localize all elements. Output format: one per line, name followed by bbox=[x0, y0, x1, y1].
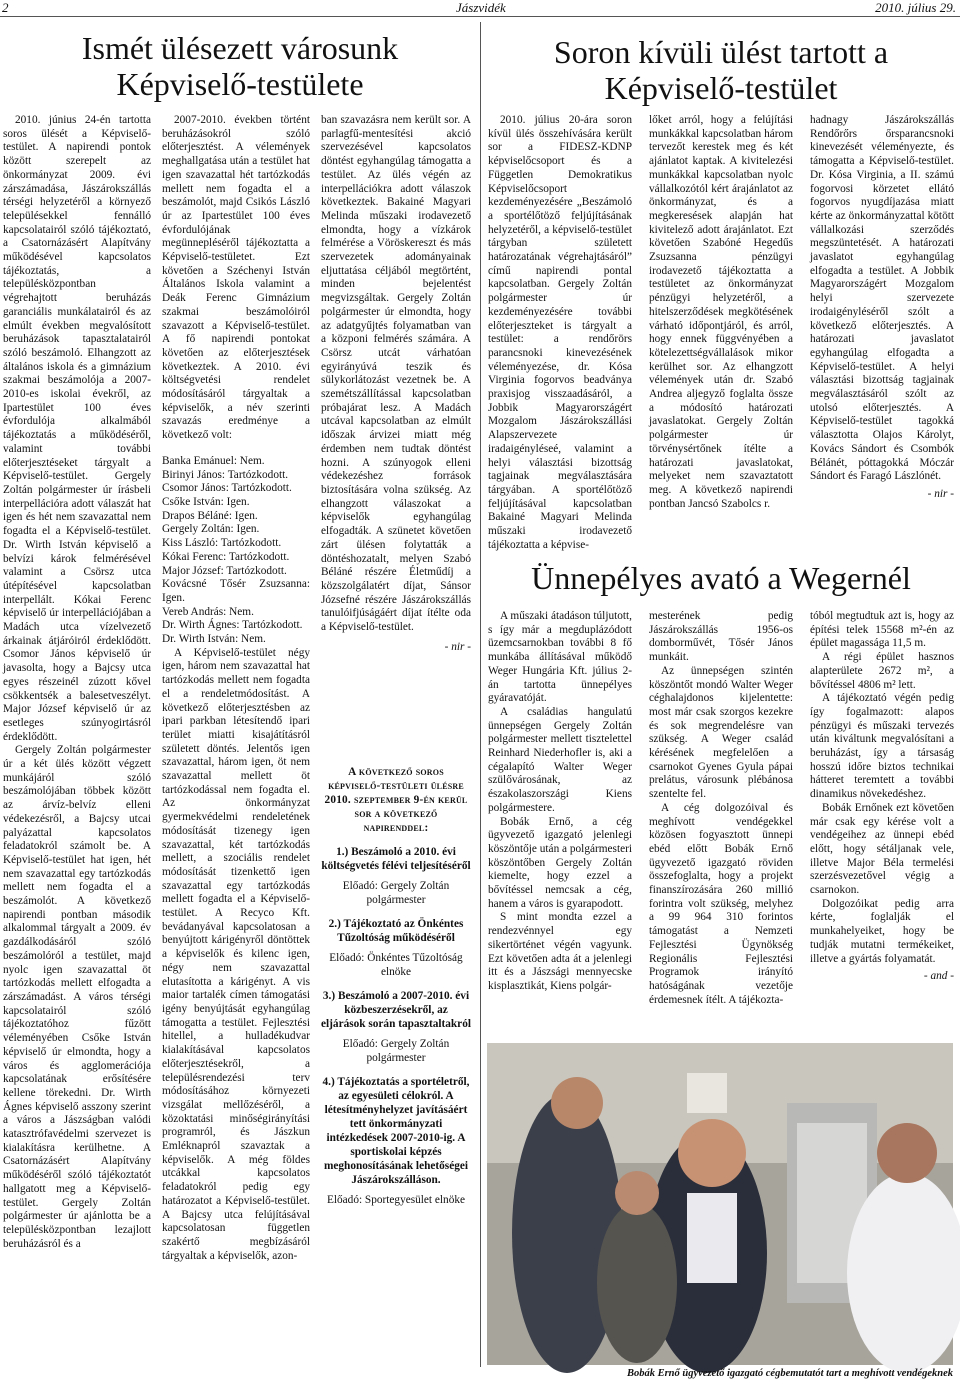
paragraph: A cég dolgozóival és meghívott vendégekkel közösen fogyasztott ünnepi ebéd előtt Bobák Ernő ügyvezető igazgató röviden összefoglalta, hogy a projekt finanszírozására 260 millió forintra volt szükség, melyhez a 99 964 310 forintos támogatást a Nemzeti Fejlesztési Ügynökség Regionális Fejlesztési Programok irányító hatóságának vezetője érdemesnek ítélt. A tájékozta- bbox=[649, 801, 793, 1006]
agenda-presenter: Előadó: Önkéntes Tűzoltóság elnöke bbox=[329, 952, 463, 978]
vote-item: Kovácsné Tősér Zsuzsanna: Igen. bbox=[162, 578, 310, 604]
article2-column-2 bbox=[649, 114, 793, 544]
article1-column-3 bbox=[321, 114, 471, 744]
article2-title: Soron kívüli ülést tartott a Képviselő-testület bbox=[553, 34, 889, 106]
paragraph: mesterének pedig Jászárokszállás 1956-os domborművét, Tősér János munkáit. bbox=[649, 610, 793, 664]
paragraph: tóból megtudtuk azt is, hogy az építési telek 15568 m²-én az épület magassága 11,5 m. bbox=[810, 610, 954, 650]
paragraph: Dolgozóikat pedig arra kérte, foglalják el munkahelyeiket, hogy be tudják mutatni termékeiket, illetve a gyártás folyamatát. bbox=[810, 897, 954, 965]
article3-signature: - and - bbox=[923, 970, 954, 983]
paragraph: Az ünnepségen szintén köszöntőt mondó Walter Weger céghalajdonos kijelentette: most már csak szorgos kezekre és sok megrendelésre van szükség. A Weger család kérésének megfelelően a csarnokot Gyenes Gyula pápai prelátus, városunk plébánosa szentelte fel. bbox=[649, 664, 793, 801]
paragraph: A régi épület hasznos alapterülete 2672 m², a bővítéssel 4806 m² lett. bbox=[810, 651, 954, 691]
article2-column-3 bbox=[810, 114, 954, 544]
paragraph: A tájékoztató végén pedig így fogalmazott: alapos pénzügyi és műszaki tervezés után kiváltunk megvalósítani a beruházást, így a társaság hosszú időre biztos technikai hátteret teremtett a további dinamikus növekedéshez. bbox=[810, 692, 954, 801]
article3-column-3 bbox=[810, 610, 954, 1035]
vote-item: Dr. Wirth Ágnes: Tartózkodott. bbox=[162, 619, 303, 632]
agenda-item: 2.) Tájékoztató az Önkéntes Tűzoltóság működéséről bbox=[328, 918, 464, 944]
paragraph: A Képviselő-testület négy igen, három nem szavazattal hat tartózkodás mellett nem fogadta el a rendeletmódosítást. A következő előterjesztésben az ipari parkban létesítendő ipari terület miatti kisajátításról született döntés. Jelentős igen szavazattal, három igen, öt nem szavazattal mellett öt tartózkodással nem fogadta el. Az önkormányzat gyermekvédelmi rendeletének módosítását tizenegy igen szavazattal, két tartózkodás mellett, a szociális rendelet módosítását tizenkettő igen szavazattal egy tartózkodás mellett fogadta el a Képviselő-testület. A Recyco Kft. bevádanyával kapcsolatosan a benyújtott kárigényről döntöttek a képviselők és kilenc igen, négy nem szavazattal elutasította a kárigényt. A vis maior tartalék címen támogatási igény benyújtását egyhangúlag támogatta a testület. Fejlesztési hitellel, a hulladékudvar kialakításával kapcsolatos előterjesztésekről, a településrendezési terv módosításához környezeti vizsgálat mellőzéséről, a közoktatási minőségirányítási programról, és Jászkun Emléknapról szavaztak a képviselők. A még földes utcákkal kapcsolatos feladatokról pedig egy határozatot a Képviselő-testület. A Bajcsy utca felújításával kapcsolatosan független szakértő megbízásáról tárgyaltak a képviselők, azon- bbox=[162, 646, 310, 1262]
article1-title: Ismét ülésezett városunk Képviselő-testülete bbox=[81, 30, 399, 102]
vote-item: Dr. Wirth István: Nem. bbox=[162, 633, 266, 646]
agenda-item: 4.) Tájékoztatás a sportéletről, az egyesületi célokról. A létesítményhelyzet javításáért tett önkormányzati intézkedések 2007-2010-ig. A sportiskolai képzés meghonosításának lehetőségei Jászárokszálláson. bbox=[322, 1076, 470, 1186]
article1-column-2 bbox=[162, 114, 310, 1370]
paragraph: Bobák Ernőnek ezt követően már csak egy kérése volt a vendégeihez az ünnepi ebéd előtt, hogy sétáljanak vele, illetve Major Béla termelési szerzésvezetővel végig a csarnokon. bbox=[810, 801, 954, 897]
page-header bbox=[0, 0, 960, 17]
paragraph: hadnagy Jászárokszállás Rendőrőrs őrsparancsnoki kinevezését véleményezte, és támogatta a Képviselő-testület. Dr. Kósa Virginia, a II. számú fogorvosi körzetet ellátó fogorvos nyugdíjazása miatt kérte az önkormányzattal kötött vállalkozási szerződés megszüntetését. A határozati javaslatot egyhangúlag elfogadta a testület. A Jobbik Magyarországért Mozgalom helyi szervezete irodaigényléséről szólt a következő előterjesztés. A határozati javaslatot egyhangúlag elfogadta a Képviselő-testület. A helyi választási bizottság tagjainak megválasztásáról szólt az utolsó előterjesztés. A Képviselő-testület tagokká választotta Olajos Károlyt, Kovács Sándort és Csombók Bélánét, póttagokká Móczár Sándort és Faragó Lászlónét. bbox=[810, 114, 954, 483]
paragraph: 2007-2010. években történt beruházásokról szóló előterjesztést. A vélemények meghallgatása után a testület hat igen szavazattal hét tartózkodás mellett nem fogadta el a beszámolót, majd Csikós László úr az Ipartestület 100 éves évfordulójának megünnepléséről tájékoztatta a Képviselő-testületet. Ezt követően a Széchenyi István Általános Iskola valamint a Deák Ferenc Gimnázium szakmai beszámolóiról szavazott a Képviselő-testület. A fő napirendi pontokat követően az előterjesztések következtek. A 2010. évi költségvetési rendelet módosításáról tárgyaltak a képviselők, a név szerinti szavazás eredménye a következő volt: bbox=[162, 114, 310, 442]
paragraph: ban szavazásra nem került sor. A parlagfű-mentesítési akció szervezésével kapcsolatos döntést egyhangúlag támogatta a testület. Az ülés végén az interpellációkra adott válaszok következtek. Bakainé Magyari Melinda műszaki irodavezető elmondta, hogy a vízkárok felmérése a Vöröskereszt és más szervezetek adományainak eljuttatása céljából megtörtént, minden bejelentést megvizsgáltak. Gergely Zoltán polgármester úr elmondta, hogy az adatgyűjtés folyamatban van a közponi felmérés számára. A Csörsz utcát várhatóan egyirányúvá teszik és sülykorlátozást vezetnek be. A szemétszállítással kapcsolatban próbajárat lesz. A Madách utcával kapcsolatban az elmúlt időszak árvizei miatt még érdemben nem tudtak döntést hozni. A szúnyogok elleni védekezéshez források biztosítására volna szükség. Az elhangzott válaszokat a képviselők egyhangúlag elfogadták. A szünetet követően zárt ülésen folytatták a döntéshozatalt, melyen Szabó Béláné részére Életműdíj a közszolgálatért díjat, Sánsor Józsefné részére Jászárokszállás tanulóifjúságáért díjat ítélte oda a Képviselő-testület. bbox=[321, 114, 471, 634]
article2-signature: - nir - bbox=[927, 487, 954, 500]
article1-column-1 bbox=[3, 114, 151, 1370]
article1-signature: - nir - bbox=[444, 640, 471, 653]
paragraph: 2010. június 24-én tartotta soros ülését a Képviselő-testület. A napirendi pontok között szerepelt az önkormányzat 2009. évi zárszámadása, Jászárokszállás térségi helyzetéről a környező településekkel fennálló kapcsolatairól szóló tájékoztató, a Csatornázásért Alapítvány működésével kapcsolatos tájékoztatás, a településközpontban végrehajtott beruházás garanciális munkálatairól és az elmúlt években megvalósított beruházások tapasztalatairól szóló beszámoló. Elhangzott az általános iskola és a gimnázium szakmai beszámolója a 2007-2010-es iskolai évekről, az Ipartestület 100 éves évfordulója alkalmából tájékoztatás a működéséről, valamint további előterjesztéseket tárgyalt a Képviselő-testület. Gergely Zoltán polgármester úr írásbeli interpellációra adott válaszát hat igen és hét nem szavazattal nem fogadta el a Képviselő-testület. Dr. Wirth István képviselő a belvízi károk felmérésével valamint a Csörsz utca útépítésével kapcsolatban interpellált. Kókai Ferenc képviselő úr interpellációjában a Madách utca vízelvezető árkainak átjáróiról érdeklődött. Csomor János képviselő úr javasolta, hogy a Bajcsy utca egyes részeinél zúzott kővel csökkentsék a balesetveszélyt. Major József képviselő úr az esetleges szúnyogirtásról érdeklődött. bbox=[3, 114, 151, 743]
agenda-presenter: Előadó: Gergely Zoltán polgármester bbox=[342, 1038, 450, 1064]
paragraph: S mint mondta ezzel a rendezvénnyel egy sikertörténet végén vagyunk. Ezt követően adta át a jelenlegi itt és a Jászsági mennyecske kisplasztikát, Kiens polgár- bbox=[488, 911, 632, 992]
vote-item: Gergely Zoltán: Igen. bbox=[162, 523, 260, 536]
photo-caption: Bobák Ernő ügyvezető igazgató cégbemutatót tart a meghívott vendégeknek bbox=[626, 1368, 953, 1379]
agenda-item: 3.) Beszámoló a 2007-2010. évi közbeszerzésekről, az eljárások során tapasztaltakról bbox=[321, 990, 471, 1030]
article3-column-2 bbox=[649, 610, 793, 1035]
notice-title: A következő soros képviselő-testületi ülésre 2010. szeptember 9-én kerül sor a következő napirenddel: bbox=[324, 766, 468, 834]
section-name: Jászvidék bbox=[456, 0, 506, 15]
vote-list bbox=[162, 455, 310, 647]
vote-item: Csőke István: Igen. bbox=[162, 495, 250, 508]
agenda-item: 1.) Beszámoló a 2010. évi költségvetés félévi teljesítéséről bbox=[321, 846, 471, 872]
agenda-presenter: Előadó: Sportegyesület elnöke bbox=[326, 1194, 466, 1206]
article3-photo bbox=[487, 1043, 953, 1365]
vote-item: Csomor János: Tartózkodott. bbox=[162, 482, 292, 495]
article3-title: Ünnepélyes avató a Wegernél bbox=[531, 560, 911, 596]
vote-item: Birinyi János: Tartózkodott. bbox=[162, 468, 289, 481]
issue-date: 2010. július 29. bbox=[875, 0, 956, 15]
vote-item: Major József: Tartózkodott. bbox=[162, 564, 287, 577]
photo-illustration bbox=[487, 1043, 953, 1365]
article2-column-1 bbox=[488, 114, 632, 551]
agenda-presenter: Előadó: Gergely Zoltán polgármester bbox=[342, 880, 450, 906]
page-number: 2 bbox=[2, 0, 9, 15]
paragraph: Gergely Zoltán polgármester úr a két ülés között végzett munkájáról szóló beszámolójában többek között az árvíz-belvíz elleni védekezésről, a Bajcsy utcai palyázattal kapcsolatos feladatokról számolt be. A Képviselő-testület hat igen, hét nem szavazattal egy tartózkodás mellett nem fogadta el a beszámolót. A következő napirendi pontban második alkalommal tárgyalt a 2009. év gazdálkodásáról szóló beszámolóról a testület, majd nyolc igen szavazattal öt tartózkodás mellett elfogadta a zárszámadást. A város térségi kapcsolatairól szóló tájékoztatóhoz fűzött véleményében Csőke István képviselő úr elmondta, hogy a város és agglomerációja kapcsolatának erősítésére kellene törekedni. Dr. Wirth Ágnes képviselő asszony szerint a város a Jászságban valódi katasztrófavédelmi szervezet is kialakításra kerülhetne. A Csatornázásért Alapítvány működéséről szóló tájékoztatót hallgatott meg a Képviselő-testület. Gergely Zoltán polgármester úr ajánlotta be a településközpontban lezajlott beruházásról és a bbox=[3, 744, 151, 1250]
paragraph: lőket arról, hogy a felújítási munkákkal kapcsolatban három tervezőt kerestek meg és két ajánlatot kaptak. A kivitelezési munkákkal kapcsolatban nyolc vállalkozótól kért árajánlatot az önkormányzat, és a megkeresések alapján hat kivitelező adott árajánlatot. Ezt követően Szabóné Hegedűs Zsuzsanna pénzügyi irodavezető tájékoztatta a testületet az önkormányzat pénzügyi helyzetéről, a hitelszerződések megkötésének várható időpontjáról, és arról, hogy ennek függvényében a kötelezettségvállalások mikor kerülhet sor. Az elhangzott vélemények után dr. Szabó Andrea aljegyző foglalta össze a módosító határozati javaslatokat. Gergely Zoltán polgármester úr törvénysértőnek ítélte a határozati javaslatokat, melyeket nem szavaztatott meg. A következő napirendi pontban Jancsó Szabolcs r. bbox=[649, 114, 793, 510]
column-divider bbox=[480, 22, 481, 1367]
paragraph: A műszaki átadáson túljutott, s így már a megduplázódott üzemcsarnokban további 8 fő munkába állításával működő Weger Hungária Kft. július 2-án tartotta ünnepélyes gyáravatóját. bbox=[488, 610, 632, 705]
vote-item: Kókai Ferenc: Tartózkodott. bbox=[162, 550, 290, 563]
paragraph: 2010. július 20-ára soron kívül ülés összehívására került sor a FIDESZ-KDNP képviselőcsoport és a Független Demokratikus Képviselőcsoport kezdeményezésére „Beszámoló a sportélőtöző feljújításának helyzetéről, a képviselő-testület tárgyban született határozatának végrehajtásáról” című napirendi pontal kapcsolatban. Gergely Zoltán polgármester úr kezdeményezésére további előterjeszteket is tárgyalt a testület: a rendőrörs parancsnoki kinevezésének véleményezése, dr. Kósa Virginia fogorvos beadványa praxisjog visszaadásáról, a Jobbik Magyarországért Mozgalom Jászárokszállási Alapszervezete iradaigényléseé, valamint a helyi választási bizottság tagjainak megválasztására tárgyában. A sportélőtöző feljújításával kapcsolatban Bakainé Magyari Melinda műszaki irodavezető tájékoztatta a képvise- bbox=[488, 114, 632, 551]
vote-item: Drapos Béláné: Igen. bbox=[162, 509, 258, 522]
article3-column-1 bbox=[488, 610, 632, 1035]
vote-item: Banka Emánuel: Nem. bbox=[162, 454, 265, 467]
vote-item: Kiss László: Tartózkodott. bbox=[162, 537, 282, 550]
vote-item: Vereb András: Nem. bbox=[162, 605, 254, 618]
next-meeting-notice bbox=[321, 765, 471, 1207]
paragraph: Bobák Ernő, a cég ügyvezető igazgató jelenlegi köszöntője után a polgármesteri köszöntőben Gergely Zoltán kiemelte, hogy ezzel a bővítéssel nemcsak a cég, hanem a város is gyarapodott. bbox=[488, 815, 632, 910]
paragraph: A családias hangulatú ünnepségen Gergely Zoltán polgármester mellett tisztelettel Reinhard Niederhofler is, aki a cégalapító Walter Weger szülővárosának, az északolaszországi Kiens polgármestere. bbox=[488, 705, 632, 814]
